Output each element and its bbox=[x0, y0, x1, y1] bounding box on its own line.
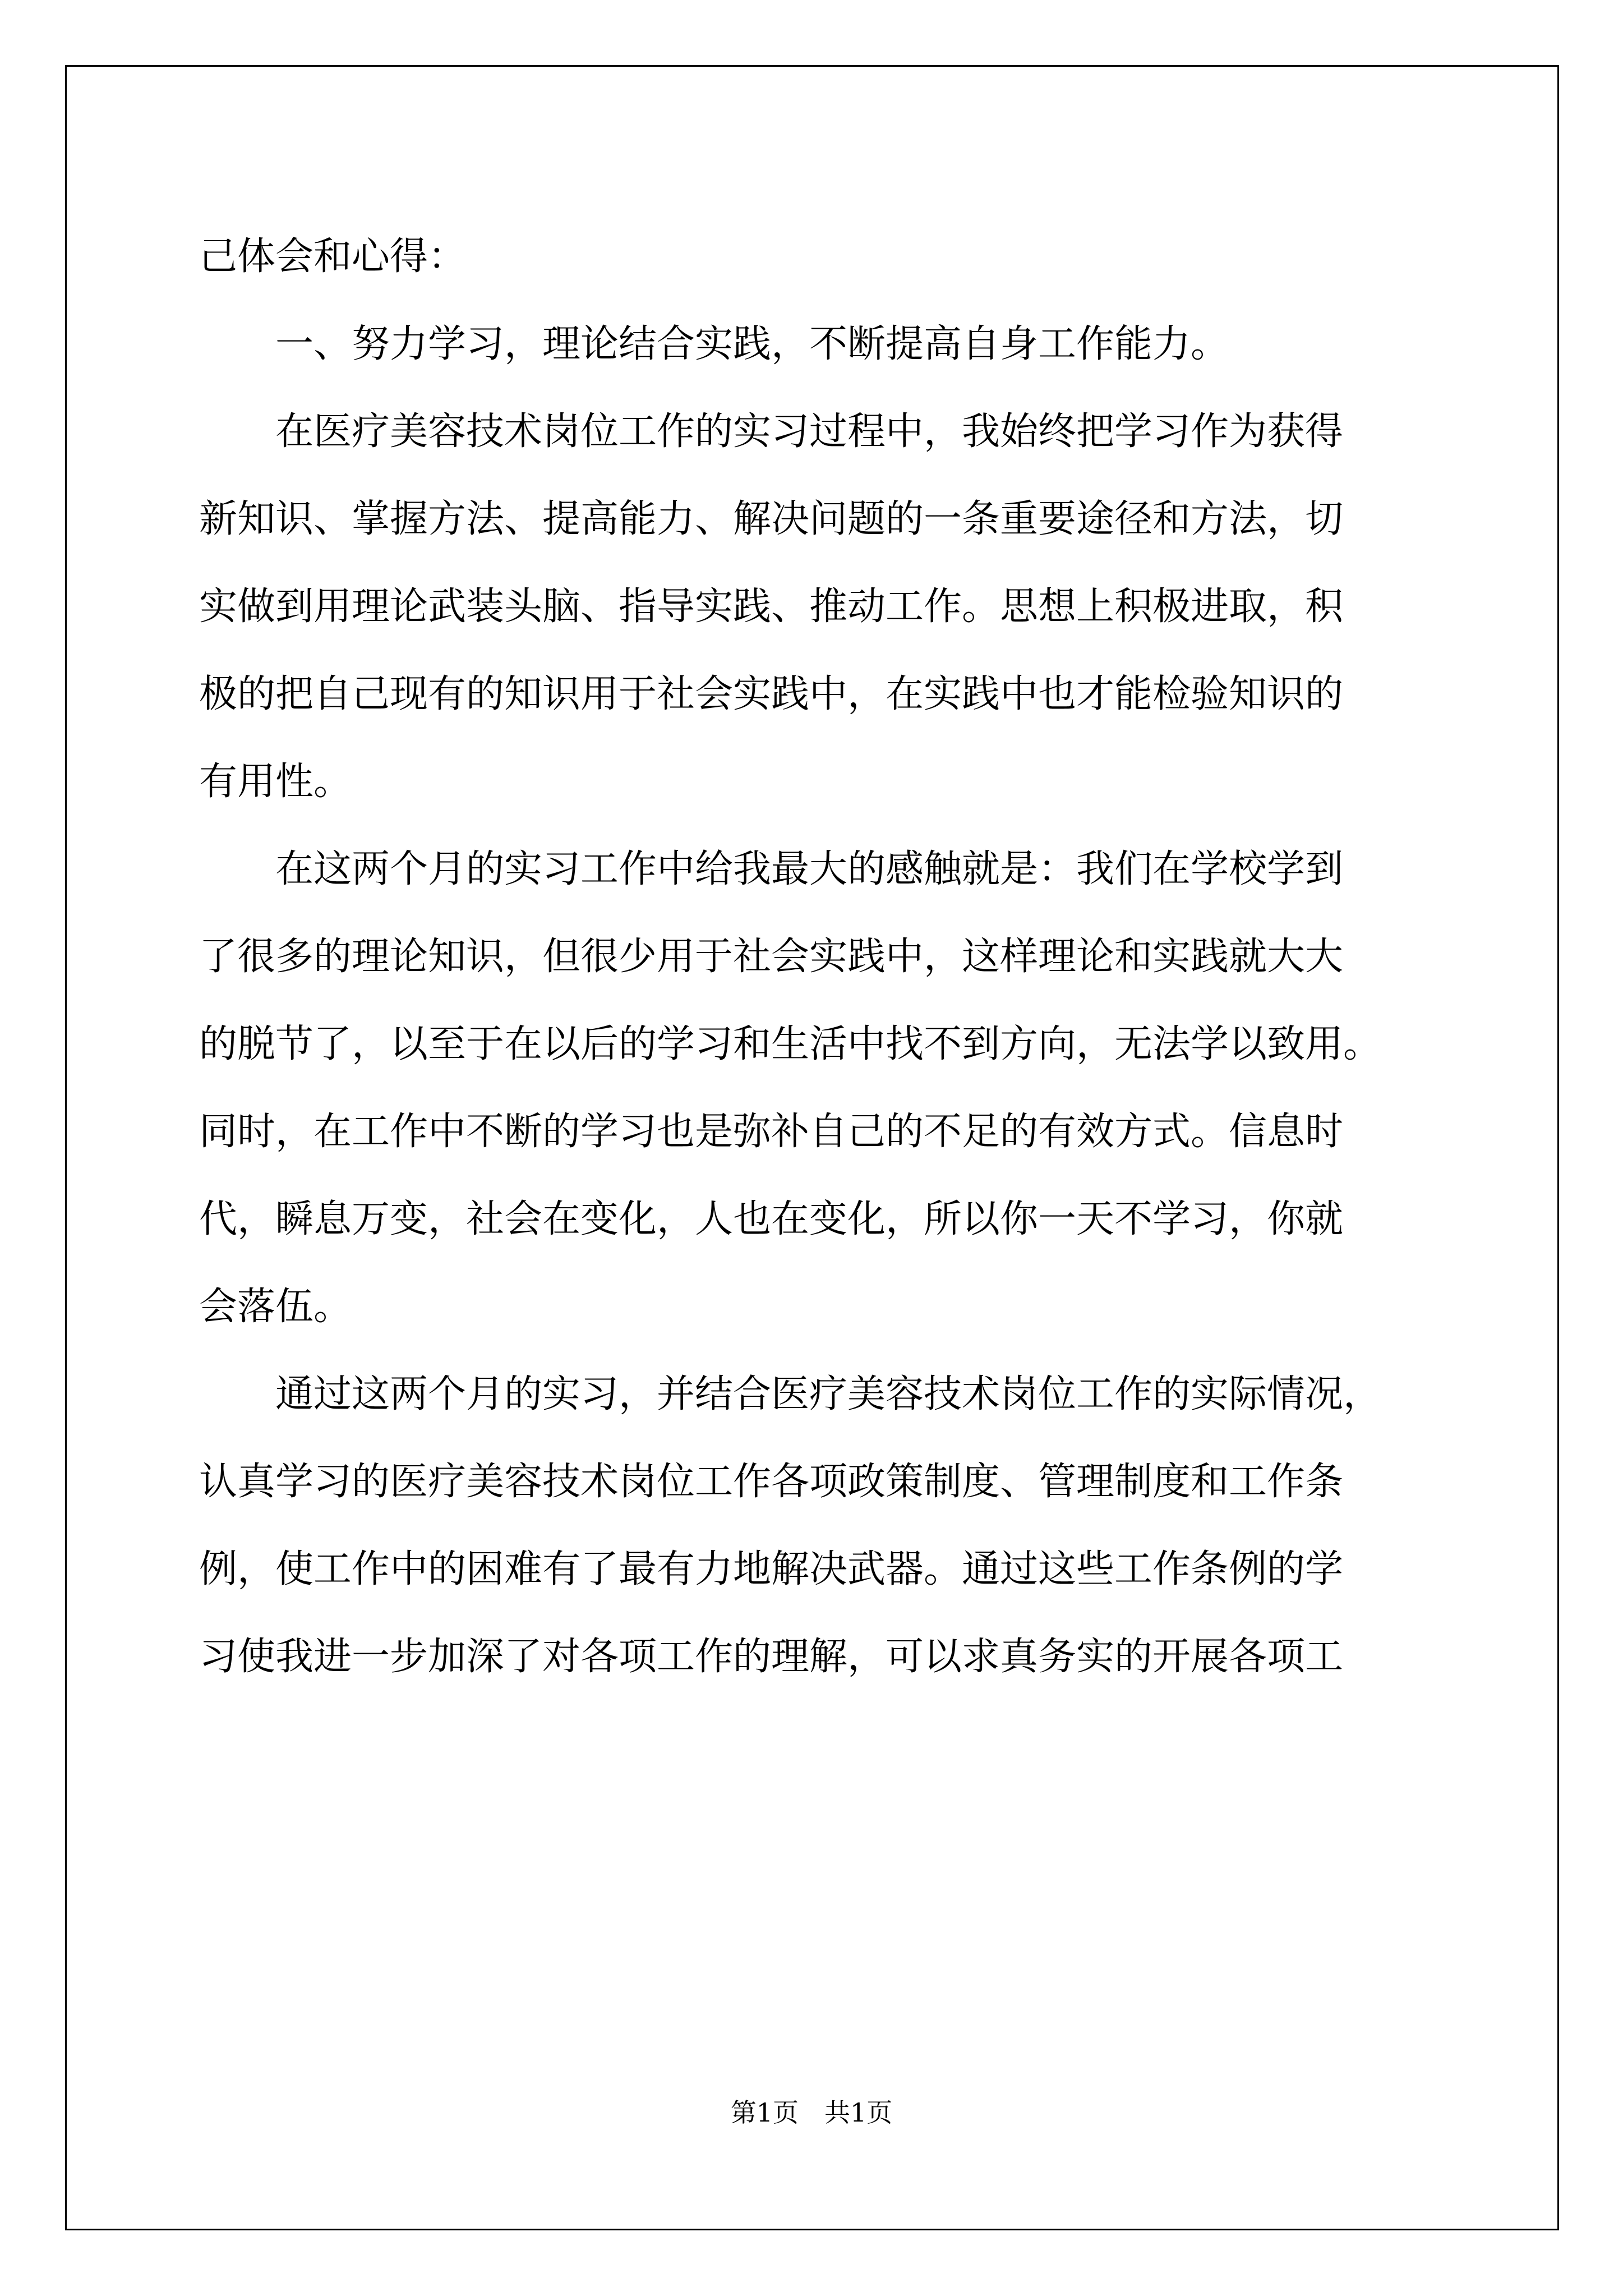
text-line: 有用性。 bbox=[199, 760, 352, 804]
text-line: 同时，在工作中不断的学习也是弥补自己的不足的有效方式。信息时 bbox=[199, 1110, 1344, 1154]
text-line: 实做到用理论武装头脑、指导实践、推动工作。思想上积极进取，积 bbox=[199, 585, 1344, 629]
text-line: 己体会和心得： bbox=[199, 234, 467, 279]
text-line: 了很多的理论知识，但很少用于社会实践中，这样理论和实践就大大 bbox=[199, 935, 1344, 979]
text-line: 新知识、掌握方法、提高能力、解决问题的一条重要途径和方法，切 bbox=[199, 497, 1344, 541]
document-body bbox=[199, 213, 1458, 1701]
text-line: 习使我进一步加深了对各项工作的理解，可以求真务实的开展各项工 bbox=[199, 1635, 1344, 1679]
text-line: 代，瞬息万变，社会在变化，人也在变化，所以你一天不学习，你就 bbox=[199, 1197, 1344, 1241]
text-line: 通过这两个月的实习，并结合医疗美容技术岗位工作的实际情况， bbox=[199, 1372, 1382, 1416]
text-line: 认真学习的医疗美容技术岗位工作各项政策制度、管理制度和工作条 bbox=[199, 1460, 1344, 1504]
text-line: 极的把自己现有的知识用于社会实践中，在实践中也才能检验知识的 bbox=[199, 672, 1344, 716]
text-line: 在医疗美容技术岗位工作的实习过程中，我始终把学习作为获得 bbox=[199, 409, 1344, 454]
text-line: 在这两个月的实习工作中给我最大的感触就是：我们在学校学到 bbox=[199, 847, 1344, 891]
text-line: 一、努力学习，理论结合实践，不断提高自身工作能力。 bbox=[199, 322, 1229, 366]
text-line: 的脱节了，以至于在以后的学习和生活中找不到方向，无法学以致用。 bbox=[199, 1022, 1382, 1066]
text-line: 会落伍。 bbox=[199, 1285, 352, 1329]
page-number-footer: 第1页 共1页 bbox=[730, 2097, 893, 2128]
text-line: 例，使工作中的困难有了最有力地解决武器。通过这些工作条例的学 bbox=[199, 1547, 1344, 1591]
